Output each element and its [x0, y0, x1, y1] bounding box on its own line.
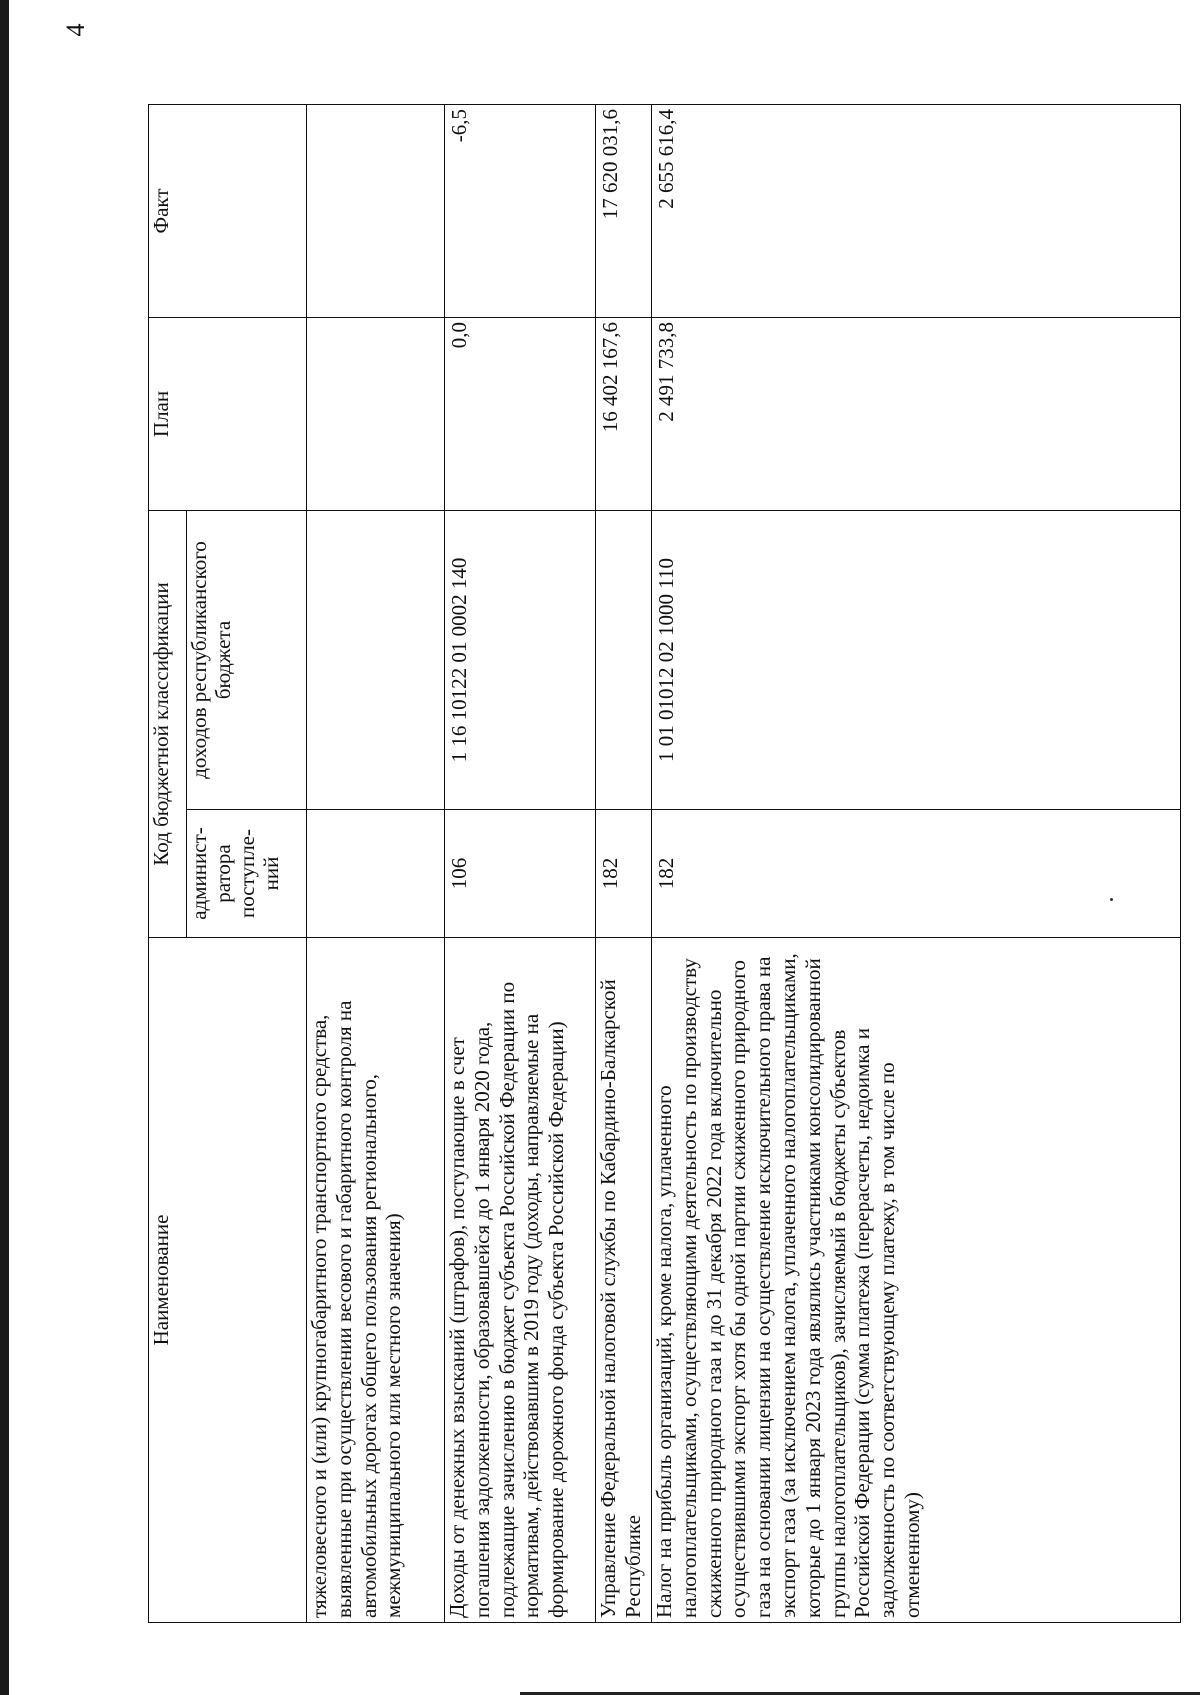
row-income-code: [596, 510, 652, 809]
row-plan: [307, 317, 445, 510]
row-income-code: 1 01 01012 02 1000 110: [652, 510, 1181, 809]
row-administrator: 182: [596, 810, 652, 938]
row-fact: 17 620 031,6: [596, 104, 652, 317]
revenue-table-rotated: [148, 105, 1180, 1623]
row-fact: 2 655 616,4: [652, 104, 1181, 317]
row-administrator: 182: [652, 810, 1181, 938]
row-plan: 2 491 733,8: [652, 317, 1181, 510]
row-plan: 16 402 167,6: [596, 317, 652, 510]
header-row: [149, 104, 187, 1622]
table-row: [307, 104, 445, 1622]
row-administrator: 106: [445, 810, 596, 938]
row-income-code: 1 16 10122 01 0002 140: [445, 510, 596, 809]
row-name: Доходы от денежных взысканий (штрафов), поступающие в счет погашения задолженности, образовавшейся до 1 января 2020 года, подлежащие зачислению в бюджет субъекта Российской Федерации по нормативам, действовавшим в 2019 году (доходы, направляемые на формирование дорожного фонда субъекта Российской Федерации): [445, 938, 596, 1623]
table-row: [445, 104, 596, 1622]
row-plan: 0,0: [445, 317, 596, 510]
header-name: Наименование: [149, 938, 307, 1623]
header-fact: Факт: [149, 104, 307, 317]
header-administrator: админист-ратора поступле-ний: [187, 810, 307, 938]
row-administrator: [307, 810, 445, 938]
row-fact: -6,5: [445, 104, 596, 317]
row-name: Управление Федеральной налоговой службы по Кабардино-Балкарской Республике: [596, 938, 652, 1623]
header-plan: План: [149, 317, 307, 510]
row-name: Налог на прибыль организаций, кроме налога, уплаченного налогоплательщиками, осуществляющими деятельность по производству сжиженного природного газа и до 31 декабря 2022 года включительно осуществившими экспорт хотя бы одной партии сжиженного природного газа на основании лицензии на осуществление исключительного права на экспорт газа (за исключением налога, уплаченного налогоплательщиками, которые до 1 января 2023 года являлись участниками консолидированной группы налогоплательщиков), зачисляемый в бюджеты субъектов Российской Федерации (сумма платежа (перерасчеты, недоимка и задолженность по соответствующему платежу, в том числе по отмененному): [652, 938, 1181, 1623]
revenue-table: [148, 104, 1181, 1623]
page-number: 4: [61, 23, 90, 37]
table-row: [596, 104, 652, 1622]
row-fact: [307, 104, 445, 317]
header-budget-code: Код бюджетной классификации: [149, 510, 187, 937]
row-name: тяжеловесного и (или) крупногабаритного транспортного средства, выявленные при осуществлении весового и габаритного контроля на автомобильных дорогах общего пользования регионального, межмуниципального или местного значения): [307, 938, 445, 1623]
table-row: [652, 104, 1181, 1622]
scan-edge: [0, 0, 9, 1695]
header-income: доходов республиканского бюджета: [187, 510, 307, 809]
row-income-code: [307, 510, 445, 809]
